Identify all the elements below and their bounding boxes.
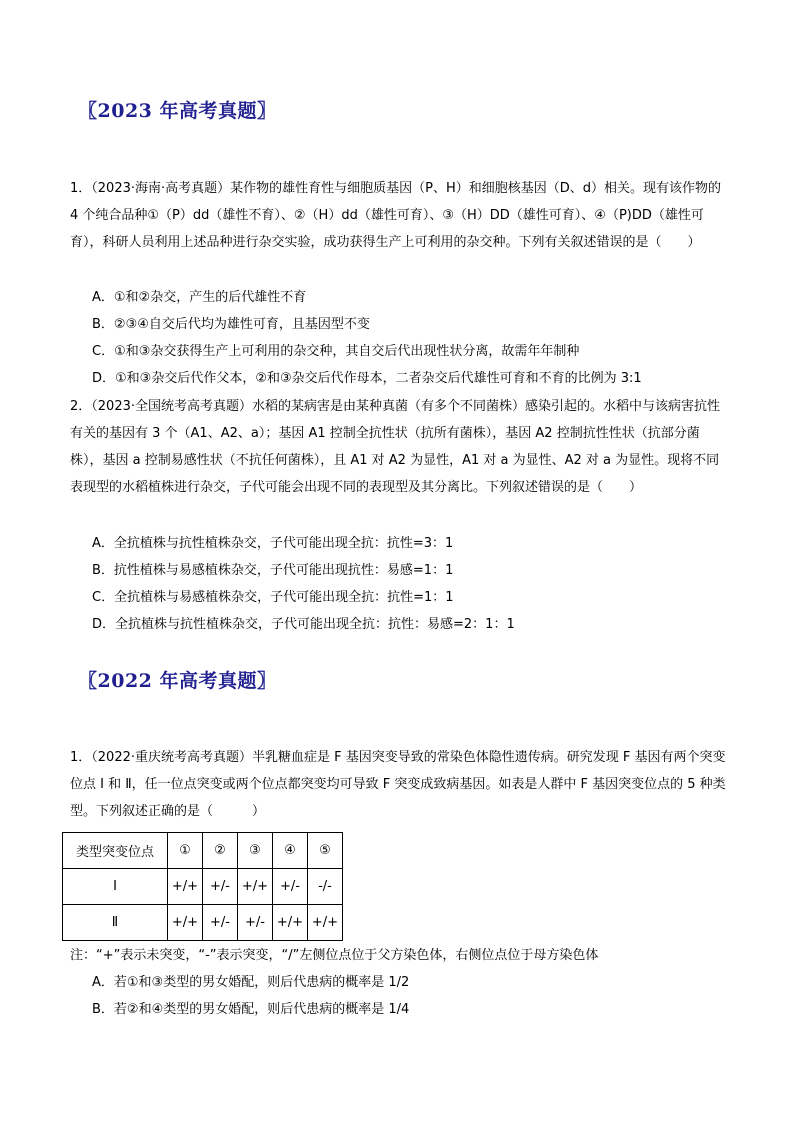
- question-2023-1-option-a: A．①和②杂交，产生的后代雄性不育: [92, 290, 307, 305]
- table-header-row: [63, 833, 343, 869]
- table-cell: +/+: [238, 869, 273, 905]
- question-2023-1-option-d: D．①和③杂交后代作父本，②和③杂交后代作母本，二者杂交后代雄性可育和不育的比例为 3:1: [92, 371, 642, 386]
- question-2023-2-option-c: C．全抗植株与易感植株杂交，子代可能出现全抗：抗性=1：1: [92, 590, 454, 605]
- table-column-header: ⑤: [308, 833, 343, 869]
- table-row-label: Ⅱ: [63, 905, 168, 941]
- question-2023-1-option-c: C．①和③杂交获得生产上可利用的杂交种，其自交后代出现性状分离，故需年年制种: [92, 344, 580, 359]
- question-2023-2-stem: 2．（2023·全国统考高考真题）水稻的某病害是由某种真菌（有多个不同菌株）感染引起的。水稻中与该病害抗性有关的基因有 3 个（A1、A2、a）；基因 A1 控制全抗性状（抗所有菌株），基因 A2 控制抗性性状（抗部分菌株），基因 a 控制易感性状（不抗任何菌株），且 A1 对 A2 为显性，A1 对 a 为显性、A2 对 a 为显性。现将不同表现型的水稻植株进行杂交，子代可能会出现不同的表现型及其分离比。下列叙述错误的是（ ）: [70, 399, 720, 495]
- table-cell: +/+: [308, 905, 343, 941]
- question-2022-1-option-a: A．若①和③类型的男女婚配，则后代患病的概率是 1/2: [92, 975, 410, 990]
- table-row: [63, 869, 343, 905]
- table-corner-cell: 类型突变位点: [63, 833, 168, 869]
- table-cell: +/+: [273, 905, 308, 941]
- table-note: 注：“+”表示未突变，“-”表示突变，“/”左侧位点位于父方染色体，右侧位点位于母方染色体: [70, 948, 599, 963]
- question-2022-1-stem: 1．（2022·重庆统考高考真题）半乳糖血症是 F 基因突变导致的常染色体隐性遗传病。研究发现 F 基因有两个突变位点 I 和 Ⅱ，任一位点突变或两个位点都突变均可导致 F 突变成致病基因。如表是人群中 F 基因突变位点的 5 种类型。下列叙述正确的是（ ）: [70, 750, 726, 819]
- table-column-header: ②: [203, 833, 238, 869]
- table-column-header: ①: [168, 833, 203, 869]
- question-2023-2-option-a: A．全抗植株与抗性植株杂交，子代可能出现全抗：抗性=3：1: [92, 536, 454, 551]
- table-row: [63, 905, 343, 941]
- table-cell: +/+: [168, 905, 203, 941]
- table-cell: +/-: [273, 869, 308, 905]
- table-column-header: ④: [273, 833, 308, 869]
- question-2022-1-option-b: B．若②和④类型的男女婚配，则后代患病的概率是 1/4: [92, 1002, 410, 1017]
- question-2023-1-option-b: B．②③④自交后代均为雄性可育，且基因型不变: [92, 317, 370, 332]
- table-row-label: I: [63, 869, 168, 905]
- mutation-type-table: [62, 832, 343, 941]
- question-2023-2-option-b: B．抗性植株与易感植株杂交，子代可能出现抗性：易感=1：1: [92, 563, 454, 578]
- question-2023-1-stem: 1．（2023·海南·高考真题）某作物的雄性育性与细胞质基因（P、H）和细胞核基因（D、d）相关。现有该作物的 4 个纯合品种①（P）dd（雄性不育）、②（H）dd（雄性可育）、③（H）DD（雄性可育）、④（P)DD（雄性可育），科研人员利用上述品种进行杂交实验，成功获得生产上可利用的杂交种。下列有关叙述错误的是（ ）: [70, 181, 721, 250]
- table-cell: +/-: [203, 869, 238, 905]
- section-heading-2022: 〖2022 年高考真题〗: [78, 670, 277, 692]
- table-cell: +/-: [238, 905, 273, 941]
- table-cell: +/+: [168, 869, 203, 905]
- table-column-header: ③: [238, 833, 273, 869]
- table-cell: -/-: [308, 869, 343, 905]
- section-heading-2023: 〖2023 年高考真题〗: [78, 100, 277, 122]
- question-2023-2-option-d: D．全抗植株与抗性植株杂交，子代可能出现全抗：抗性：易感=2：1：1: [92, 617, 515, 632]
- table-cell: +/-: [203, 905, 238, 941]
